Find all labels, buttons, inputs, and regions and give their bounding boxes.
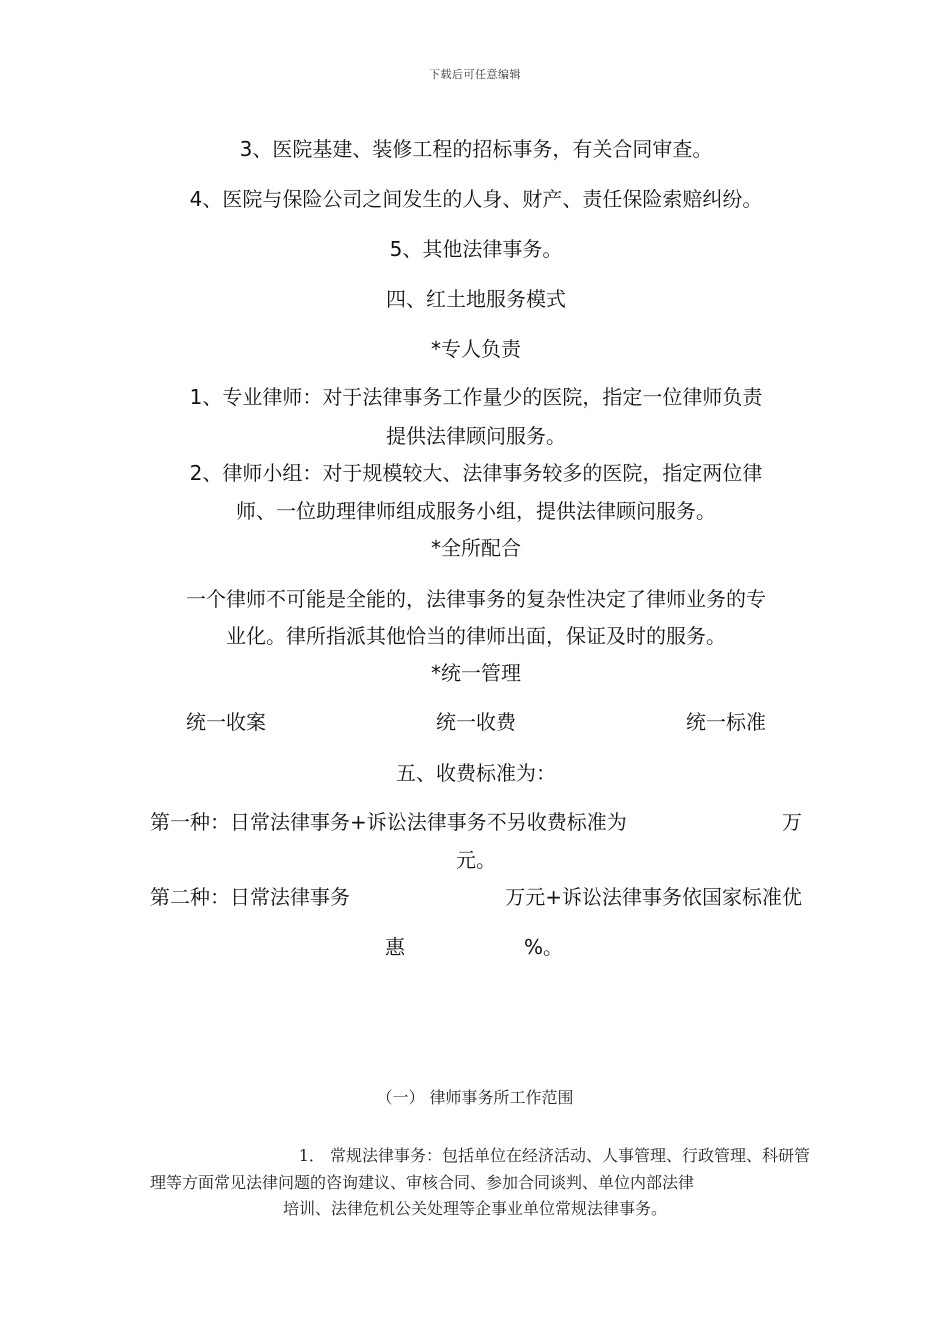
item-5: 5、其他法律事务。: [389, 237, 563, 261]
fee-option-1-unit: 万: [782, 810, 802, 834]
unify-fee: 统一收费: [436, 710, 516, 734]
subheading-dedicated: *专人负责: [431, 337, 521, 361]
item-3: 3、医院基建、装修工程的招标事务，有关合同审查。: [239, 137, 713, 161]
item-4: 4、医院与保险公司之间发生的人身、财产、责任保险索赔纠纷。: [189, 187, 763, 211]
unify-row: [126, 705, 826, 739]
paragraph-2-line-2: 师、一位助理律师组成服务小组，提供法律顾问服务。: [236, 499, 716, 523]
fee-option-2-text: 第二种：日常法律事务: [150, 885, 350, 909]
unify-case: 统一收案: [186, 710, 266, 734]
subheading-management: *统一管理: [431, 661, 521, 685]
unify-standard: 统一标准: [686, 710, 766, 734]
scope-paragraph-line-2: 理等方面常见法律问题的咨询建议、审核合同、参加合同谈判、单位内部法律: [150, 1173, 695, 1192]
scope-paragraph-line-1: 1． 常规法律事务：包括单位在经济活动、人事管理、行政管理、科研管: [298, 1146, 810, 1165]
paragraph-1-line-2: 提供法律顾问服务。: [386, 424, 566, 448]
fee-option-1-text: 第一种：日常法律事务+诉讼法律事务不另收费标准为: [150, 810, 627, 834]
section-4-heading: 四、红土地服务模式: [386, 287, 566, 311]
paragraph-3-line-1: 一个律师不可能是全能的，法律事务的复杂性决定了律师业务的专: [186, 587, 766, 611]
fee-option-2-discount: 惠: [385, 935, 405, 959]
fee-option-2-rest: 万元+诉讼法律事务依国家标准优: [505, 885, 802, 909]
scope-heading: （一） 律师事务所工作范围: [376, 1088, 574, 1107]
scope-paragraph-line-3: 培训、法律危机公关处理等企事业单位常规法律事务。: [282, 1199, 667, 1218]
paragraph-3-line-2: 业化。律所指派其他恰当的律师出面，保证及时的服务。: [226, 624, 726, 648]
subheading-cooperation: *全所配合: [431, 536, 521, 560]
paragraph-1-line-1: 1、专业律师：对于法律事务工作量少的医院，指定一位律师负责: [189, 385, 763, 409]
fee-option-1-end: 元。: [456, 848, 496, 872]
page-header: 下载后可任意编辑: [429, 68, 521, 81]
fee-option-2: [150, 880, 802, 914]
fee-option-1: [150, 805, 802, 839]
paragraph-2-line-1: 2、律师小组：对于规模较大、法律事务较多的医院，指定两位律: [189, 461, 763, 485]
fee-option-2-percent: %。: [524, 935, 564, 959]
section-5-heading: 五、收费标准为：: [396, 761, 556, 785]
